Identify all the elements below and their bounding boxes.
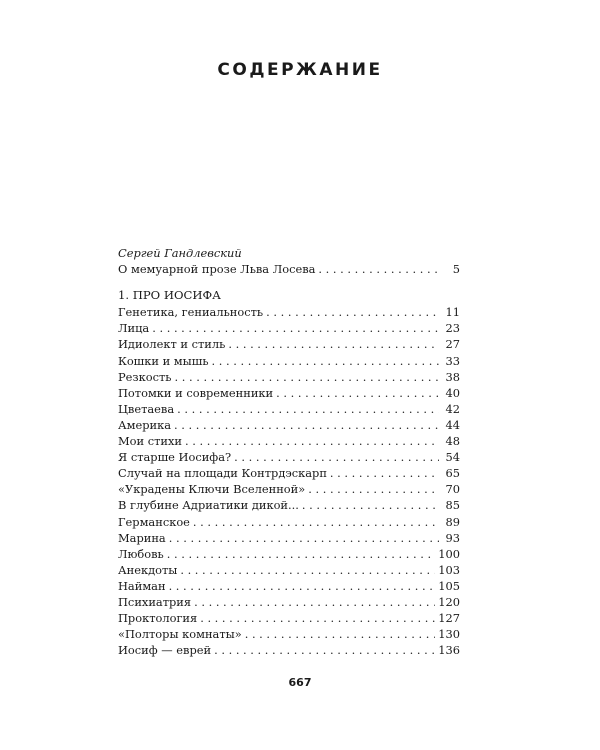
toc-entry-list [118, 304, 460, 658]
toc-entry-label: Идиолект и стиль [118, 337, 226, 352]
toc-entry-label: Кошки и мышь [118, 353, 209, 368]
dot-leader [245, 626, 436, 642]
toc-entry-page: 105 [438, 578, 460, 593]
dot-leader [234, 449, 439, 465]
dot-leader [276, 385, 439, 401]
dot-leader [185, 433, 439, 449]
toc-entry-page: 65 [445, 466, 460, 481]
toc-entry[interactable] [118, 353, 460, 369]
toc-entry[interactable] [118, 369, 460, 385]
toc-entry-label: Мои стихи [118, 434, 183, 449]
toc-entry-label: В глубине Адриатики дикой... [118, 498, 299, 513]
toc-entry[interactable] [118, 417, 460, 433]
dot-leader [167, 546, 435, 562]
toc-entry[interactable] [118, 465, 460, 481]
toc-entry-preface[interactable] [118, 261, 460, 277]
dot-leader [330, 465, 439, 481]
toc-entry-page: 44 [445, 417, 460, 432]
toc-entry[interactable] [118, 433, 460, 449]
dot-leader [318, 261, 439, 277]
toc-entry-page: 120 [438, 594, 460, 609]
toc-entry[interactable] [118, 481, 460, 497]
toc-entry[interactable] [118, 385, 460, 401]
page-number: 667 [288, 676, 312, 689]
toc-entry-label: Случай на площади Контрдэскарп [118, 466, 327, 481]
toc-entry-label: Найман [118, 578, 166, 593]
page-title: СОДЕРЖАНИЕ [217, 60, 383, 80]
toc-entry[interactable] [118, 449, 460, 465]
dot-leader [302, 497, 439, 513]
toc-entry-label: Проктология [118, 611, 198, 626]
toc-entry[interactable] [118, 562, 460, 578]
toc-entry-label: Психиатрия [118, 594, 192, 609]
toc-entry-page: 130 [438, 627, 460, 642]
toc-entry-page: 54 [445, 450, 460, 465]
toc-entry-page: 48 [445, 434, 460, 449]
toc-entry-label: Потомки и современники [118, 385, 274, 400]
toc-entry-page: 136 [438, 643, 460, 658]
dot-leader [194, 594, 435, 610]
dot-leader [152, 320, 439, 336]
toc-entry-page: 40 [445, 385, 460, 400]
dot-leader [212, 353, 439, 369]
table-of-contents [118, 245, 460, 658]
toc-entry-page: 5 [452, 262, 460, 277]
dot-leader [174, 369, 439, 385]
dot-leader [169, 530, 439, 546]
dot-leader [193, 514, 439, 530]
toc-entry[interactable] [118, 530, 460, 546]
toc-entry-label: Лица [118, 321, 150, 336]
toc-entry-label: Цветаева [118, 401, 175, 416]
toc-entry-page: 103 [438, 562, 460, 577]
toc-entry[interactable] [118, 320, 460, 336]
toc-entry-label: Любовь [118, 546, 164, 561]
toc-entry-page: 23 [445, 321, 460, 336]
toc-entry-page: 85 [445, 498, 460, 513]
toc-entry-label: Иосиф — еврей [118, 643, 212, 658]
toc-entry[interactable] [118, 401, 460, 417]
toc-entry-page: 27 [445, 337, 460, 352]
toc-entry[interactable] [118, 514, 460, 530]
toc-entry-page: 127 [438, 611, 460, 626]
toc-entry[interactable] [118, 336, 460, 352]
dot-leader [180, 562, 435, 578]
toc-entry[interactable] [118, 497, 460, 513]
preface-author: Сергей Гандлевский [118, 246, 242, 260]
dot-leader [174, 417, 439, 433]
toc-entry-label: Америка [118, 417, 172, 432]
toc-entry-label: Германское [118, 514, 190, 529]
toc-entry-page: 70 [445, 482, 460, 497]
toc-entry[interactable] [118, 578, 460, 594]
toc-entry-page: 93 [445, 530, 460, 545]
dot-leader [177, 401, 439, 417]
toc-entry[interactable] [118, 594, 460, 610]
toc-entry-label: Я старше Иосифа? [118, 450, 232, 465]
toc-entry-label: Анекдоты [118, 562, 178, 577]
toc-entry-label: «Полторы комнаты» [118, 627, 242, 642]
dot-leader [169, 578, 436, 594]
dot-leader [266, 304, 439, 320]
toc-entry-label: Генетика, гениальность [118, 305, 264, 320]
dot-leader [200, 610, 435, 626]
toc-entry[interactable] [118, 546, 460, 562]
toc-entry-page: 42 [445, 401, 460, 416]
toc-entry-page: 100 [438, 546, 460, 561]
toc-entry-page: 11 [445, 305, 460, 320]
toc-entry-label: Марина [118, 530, 166, 545]
toc-entry[interactable] [118, 304, 460, 320]
toc-entry[interactable] [118, 610, 460, 626]
toc-entry-page: 38 [445, 369, 460, 384]
toc-entry-label: Резкость [118, 369, 172, 384]
toc-entry-label: О мемуарной прозе Льва Лосева [118, 262, 316, 277]
dot-leader [308, 481, 439, 497]
toc-entry[interactable] [118, 642, 460, 658]
section-heading: 1. ПРО ИОСИФА [118, 288, 221, 303]
toc-entry-label: «Украдены Ключи Вселенной» [118, 482, 306, 497]
dot-leader [214, 642, 435, 658]
toc-entry-page: 89 [445, 514, 460, 529]
dot-leader [228, 336, 439, 352]
toc-entry[interactable] [118, 626, 460, 642]
toc-entry-page: 33 [445, 353, 460, 368]
